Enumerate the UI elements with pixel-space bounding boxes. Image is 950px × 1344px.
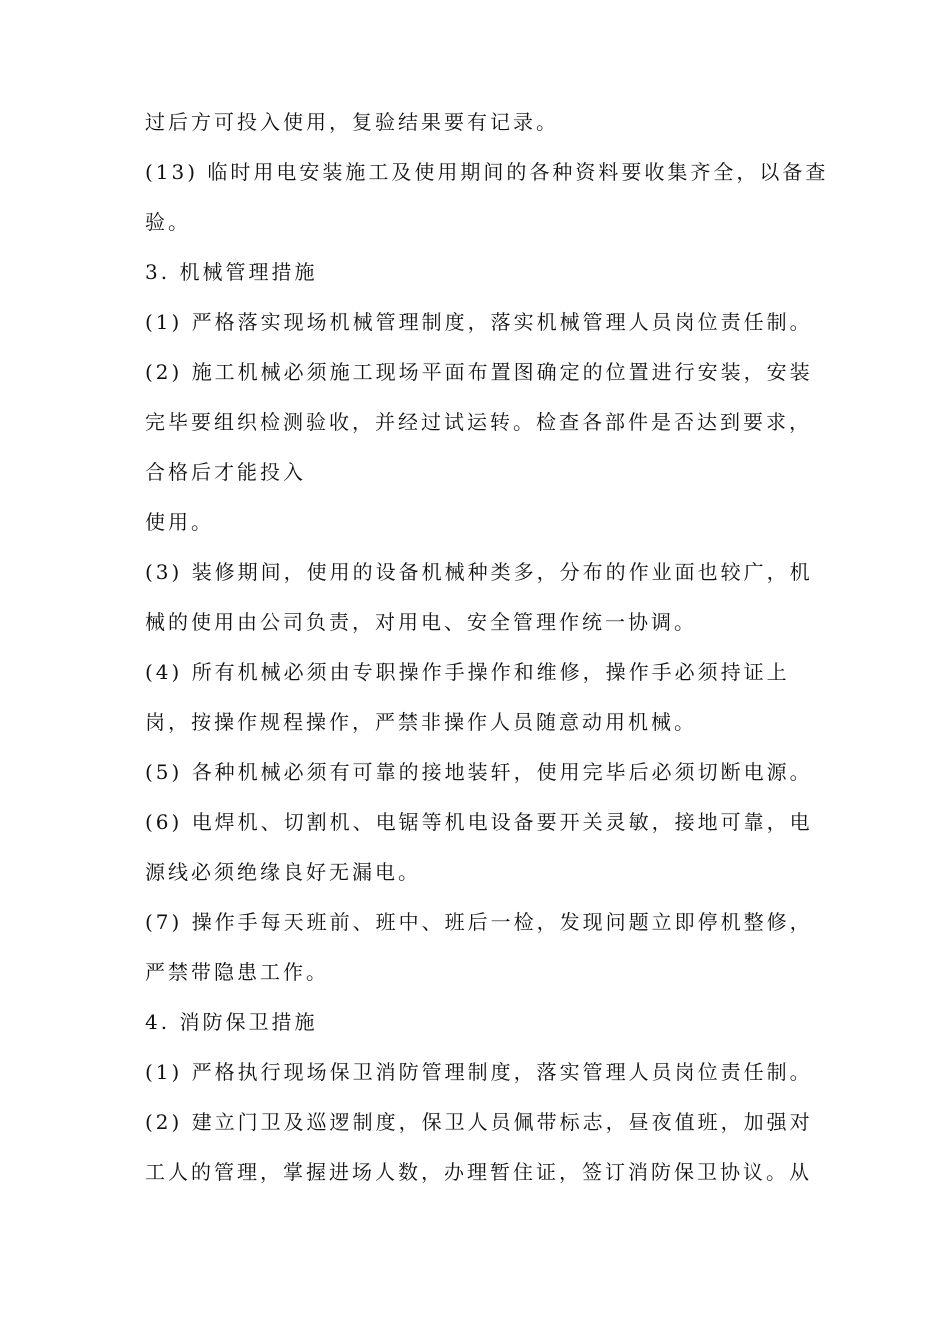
text-line: 严禁带隐患工作。 [145,960,329,984]
text-line: 过后方可投入使用，复验结果要有记录。 [145,110,559,134]
text-line: 合格后才能投入 [145,460,306,484]
section-heading: 4. 消防保卫措施 [145,1010,318,1034]
text-line: (7) 操作手每天班前、班中、班后一检，发现问题立即停机整修， [145,910,813,934]
text-line: 械的使用由公司负责，对用电、安全管理作统一协调。 [145,610,697,634]
text-line: 验。 [145,210,191,234]
text-line: 工人的管理，掌握进场人数，办理暂住证，签订消防保卫协议。从 [145,1160,812,1184]
text-line: (1) 严格落实现场机械管理制度，落实机械管理人员岗位责任制。 [145,310,813,334]
text-line: 完毕要组织检测验收，并经过试运转。检查各部件是否达到要求， [145,410,812,434]
text-line: 源线必须绝缘良好无漏电。 [145,860,421,884]
text-line: (6) 电焊机、切割机、电锯等机电设备要开关灵敏，接地可靠，电 [145,810,813,834]
text-line: 使用。 [145,510,214,534]
text-line: (5) 各种机械必须有可靠的接地装轩，使用完毕后必须切断电源。 [145,760,813,784]
text-line: (3) 装修期间，使用的设备机械种类多，分布的作业面也较广，机 [145,560,813,584]
text-line: (1) 严格执行现场保卫消防管理制度，落实管理人员岗位责任制。 [145,1060,813,1084]
text-line: (2) 建立门卫及巡逻制度，保卫人员佩带标志，昼夜值班，加强对 [145,1110,813,1134]
section-heading: 3. 机械管理措施 [145,260,318,284]
text-line: (13) 临时用电安装施工及使用期间的各种资料要收集齐全，以备查 [145,160,829,184]
document-body [145,105,829,1205]
text-line: 岗，按操作规程操作，严禁非操作人员随意动用机械。 [145,710,697,734]
text-line: (2) 施工机械必须施工现场平面布置图确定的位置进行安装，安装 [145,360,813,384]
text-line: (4) 所有机械必须由专职操作手操作和维修，操作手必须持证上 [145,660,790,684]
